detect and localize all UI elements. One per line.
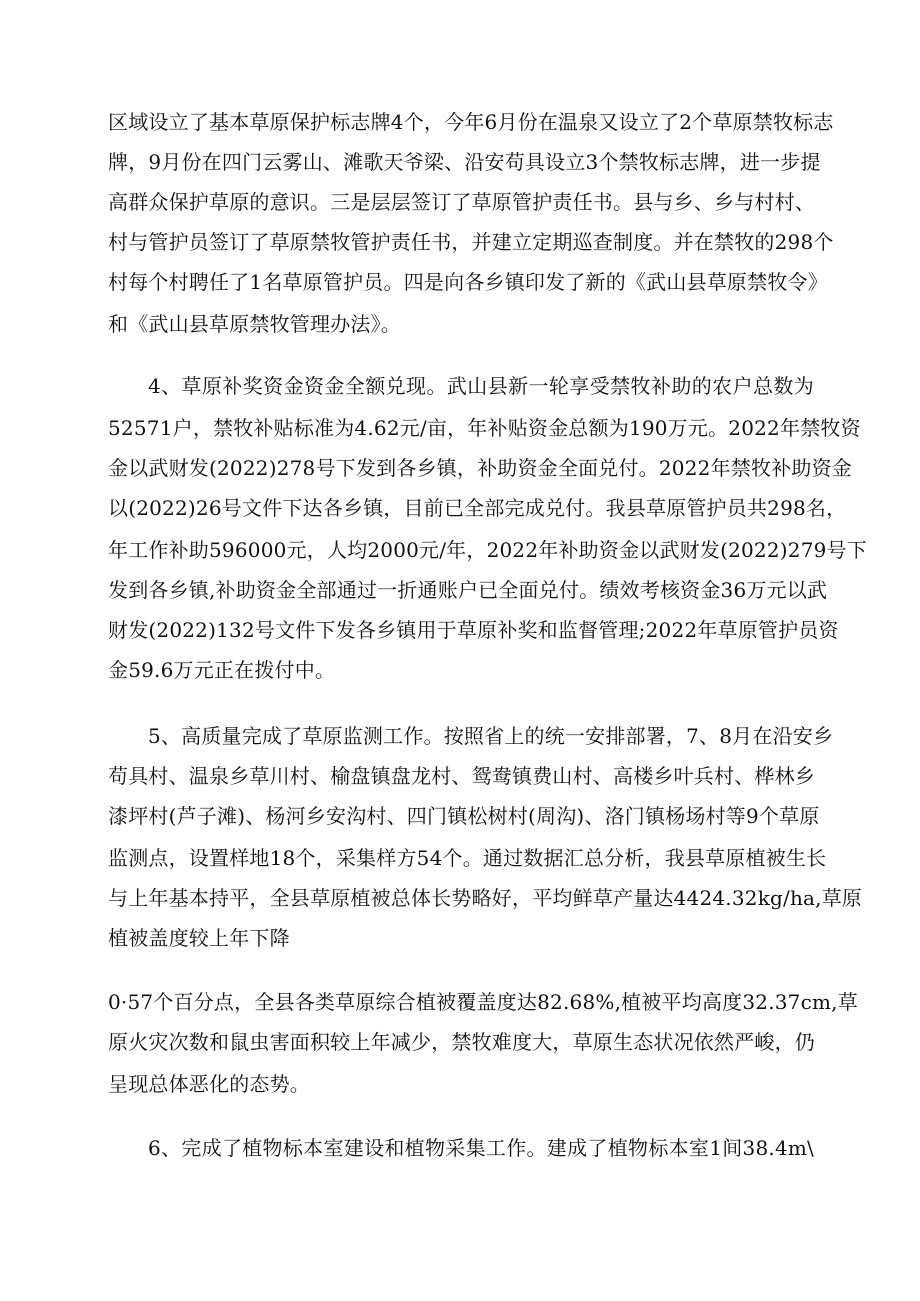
text-line: 监测点，设置样地18个，采集样方54个。通过数据汇总分析，我县草原植被生长	[108, 846, 827, 870]
text-line: 苟具村、温泉乡草川村、榆盘镇盘龙村、鸳鸯镇费山村、高楼乡叶兵村、桦林乡	[108, 764, 815, 788]
text-line: 和《武山县草原禁牧管理办法》。	[108, 312, 401, 336]
text-line: 原火灾次数和鼠虫害面积较上年减少，禁牧难度大，草原生态状况依然严峻，仍	[108, 1030, 815, 1054]
text-line: 与上年基本持平，全县草原植被总体长势略好，平均鲜草产量达4424.32kg/ha,草原	[108, 886, 863, 910]
text-line: 6、完成了植物标本室建设和植物采集工作。建成了植物标本室1间38.4m\	[148, 1136, 814, 1160]
text-line: 4、草原补奖资金资金全额兑现。武山县新一轮享受禁牧补助的农户总数为	[148, 374, 814, 398]
text-line: 财发(2022)132号文件下发各乡镇用于草原补奖和监督管理;2022年草原管护员资	[108, 618, 839, 642]
text-line: 高群众保护草原的意识。三是层层签订了草原管护责任书。县与乡、乡与村村、	[108, 190, 815, 214]
text-line: 植被盖度较上年下降	[108, 926, 290, 950]
text-line: 村与管护员签订了草原禁牧管护责任书，并建立定期巡查制度。并在禁牧的298个	[108, 230, 834, 254]
text-line: 5、高质量完成了草原监测工作。按照省上的统一安排部署，7、8月在沿安乡	[148, 724, 834, 748]
text-line: 呈现总体恶化的态势。	[108, 1072, 310, 1096]
text-line: 以(2022)26号文件下达各乡镇，目前已全部完成兑付。我县草原管护员共298名，	[108, 496, 847, 520]
text-line: 金59.6万元正在拨付中。	[108, 658, 336, 682]
text-line: 漆坪村(芦子滩)、杨河乡安沟村、四门镇松树村(周沟)、洛门镇杨场村等9个草原	[108, 804, 820, 828]
text-line: 牌，9月份在四门云雾山、滩歌天爷梁、沿安苟具设立3个禁牧标志牌，进一步提	[108, 150, 821, 174]
text-line: 年工作补助596000元，人均2000元/年，2022年补助资金以武财发(2022)279号下	[108, 538, 867, 562]
text-line: 村每个村聘任了1名草原管护员。四是向各乡镇印发了新的《武山县草原禁牧令》	[108, 270, 828, 294]
text-line: 发到各乡镇,补助资金全部通过一折通账户已全面兑付。绩效考核资金36万元以武	[108, 578, 828, 602]
text-line: 0·57个百分点，全县各类草原综合植被覆盖度达82.68%,植被平均高度32.37cm,草	[108, 990, 858, 1014]
text-line: 52571户，禁牧补贴标准为4.62元/亩，年补贴资金总额为190万元。2022年禁牧资	[108, 416, 861, 440]
text-line: 区域设立了基本草原保护标志牌4个，今年6月份在温泉又设立了2个草原禁牧标志	[108, 110, 834, 134]
text-line: 金以武财发(2022)278号下发到各乡镇，补助资金全面兑付。2022年禁牧补助资金	[108, 456, 852, 480]
